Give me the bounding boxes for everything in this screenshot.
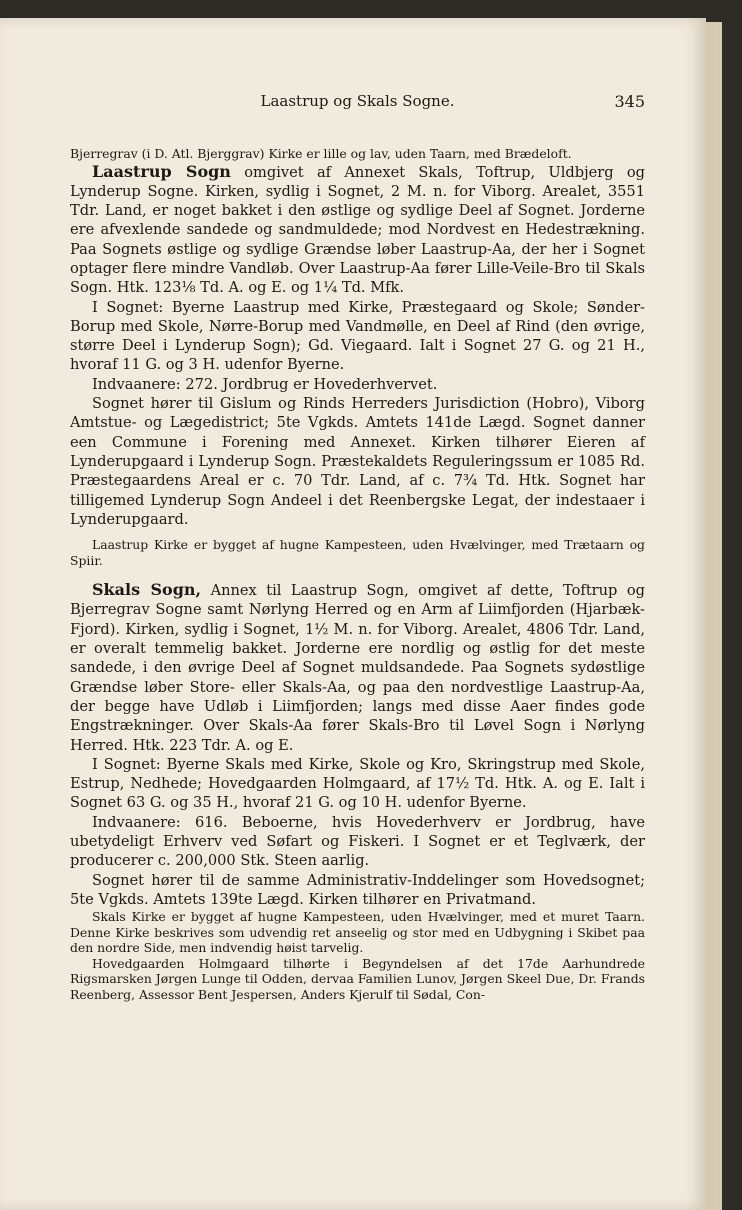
paragraph-text: Skals Kirke er bygget af hugne Kampesteen, uden Hvælvinger, med et muret Taarn. Denne Kirke beskrives som udvendig ret anseelig og stor med en Udbygning i Skibet paa den nordre Side, men indvendig høist tarvelig. [70, 909, 645, 956]
paragraph-text: I Sognet: Byerne Skals med Kirke, Skole og Kro, Skringstrup med Skole, Estrup, Nedhede; Hovedgaarden Holmgaard, af 17½ Td. Htk. A. og E. Ialt i Sognet 63 G. og 35 H., hvoraf 21 G. og 10 H. udenfor Byerne. [70, 755, 645, 812]
paragraph-text: omgivet af Annexet Skals, Toftrup, Uldbjerg og Lynderup Sogne. Kirken, sydlig i Sognet, 2 M. n. for Viborg. Arealet, 3551 Tdr. Land, er noget bakket i den østlige og sydlige Deel af Sognet. Jorderne ere afvexlende sandede og sandmuldede; mod Nordvest en Hedestrækning. Paa Sognets østlige og sydlige Grændse løber Laastrup-Aa, der her i Sognet optager flere mindre Vandløb. Over Laastrup-Aa fører Lille-Veile-Bro til Skals Sogn. Htk. 123⅛ Td. A. og E. og 1¼ Td. Mfk. [70, 163, 646, 297]
running-title: Laastrup og Skals Sogne. [260, 92, 455, 110]
paragraph-text: Sognet hører til Gislum og Rinds Herreders Jurisdiction (Hobro), Viborg Amtstue- og Lægedistrict; 5te Vgkds. Amtets 141de Lægd. Sognet danner een Commune i Forening med Annexet. Kirken tilhører Eieren af Lynderupgaard i Lynderup Sogn. Præstekaldets Reguleringssum er 1085 Rd. Præstegaardens Areal er c. 70 Tdr. Land, af c. 7¾ Td. Htk. Sognet har tilligemed Lynderup Sogn Andeel i det Reenbergske Legat, der indestaaer i Lynderupgaard. [70, 395, 645, 528]
parish-heading: Laastrup Sogn [92, 161, 231, 181]
paragraph [70, 813, 645, 871]
paragraph [70, 298, 645, 375]
paragraph-text: Sognet hører til de samme Administrativ-Inddelinger som Hovedsognet; 5te Vgkds. Amtets 139te Lægd. Kirken tilhører en Privatmand. [70, 871, 645, 908]
paragraph [70, 537, 645, 568]
paragraph-text: Hovedgaarden Holmgaard tilhørte i Begyndelsen af det 17de Aarhundrede Rigsmarsken Jørgen Lunge til Odden, dervaa Familien Lunov, Jørgen Skeel Due, Dr. Frands Reenberg, Assessor Bent Jespersen, Anders Kjerulf til Sødal, Con- [70, 955, 645, 1002]
paragraph [70, 909, 645, 956]
paragraph [70, 956, 645, 1003]
paragraph [70, 871, 645, 910]
paragraph [70, 755, 645, 813]
paragraph-text: Indvaanere: 272. Jordbrug er Hovederhvervet. [92, 375, 438, 393]
paragraph-text: I Sognet: Byerne Laastrup med Kirke, Præstegaard og Skole; Sønder-Borup med Skole, Nørre-Borup med Vandmølle, en Deel af Rind (den øvrige, større Deel i Lynderup Sogn); Gd. Viegaard. Ialt i Sognet 27 G. og 21 H., hvoraf 11 G. og 3 H. udenfor Byerne. [70, 298, 645, 374]
paragraph [70, 146, 645, 162]
paragraph-text: Indvaanere: 616. Beboerne, hvis Hovederhverv er Jordbrug, have ubetydeligt Erhverv ved Søfart og Fiskeri. I Sognet er et Teglværk, der producerer c. 200,000 Stk. Steen aarlig. [70, 813, 645, 870]
paragraph-text: Laastrup Kirke er bygget af hugne Kampesteen, uden Hvælvinger, med Trætaarn og Spiir. [70, 537, 645, 568]
paragraph-text: Annex til Laastrup Sogn, omgivet af dette, Toftrup og Bjerregrav Sogne samt Nørlyng Herred og en Arm af Liimfjorden (Hjarbæk-Fjord). Kirken, sydlig i Sognet, 1½ M. n. for Viborg. Arealet, 4806 Tdr. Land, er overalt temmelig bakket. Jorderne ere nordlig og østlig for det meste sandede, i den øvrige Deel af Sognet muldsandede. Paa Sognets sydøstlige Grændse løber Store- eller Skals-Aa, og paa den nordvestlige Laastrup-Aa, der begge have Udløb i Liimfjorden; langs med disse Aaer findes gode Engstrækninger. Over Skals-Aa fører Skals-Bro til Løvel Sogn i Nørlyng Herred. Htk. 223 Tdr. A. og E. [70, 582, 645, 754]
paragraph [70, 394, 645, 529]
paragraph [70, 375, 645, 394]
paragraph [70, 580, 645, 755]
paragraph-text: Bjerregrav (i D. Atl. Bjerggrav) Kirke er lille og lav, uden Taarn, med Brædeloft. [70, 146, 572, 161]
page-number: 345 [614, 92, 645, 111]
body-text [70, 146, 645, 1002]
paragraph [70, 162, 645, 298]
running-header [70, 92, 645, 118]
page-edges [706, 22, 722, 1210]
parish-heading: Skals Sogn, [92, 580, 202, 600]
book-page [0, 18, 706, 1210]
